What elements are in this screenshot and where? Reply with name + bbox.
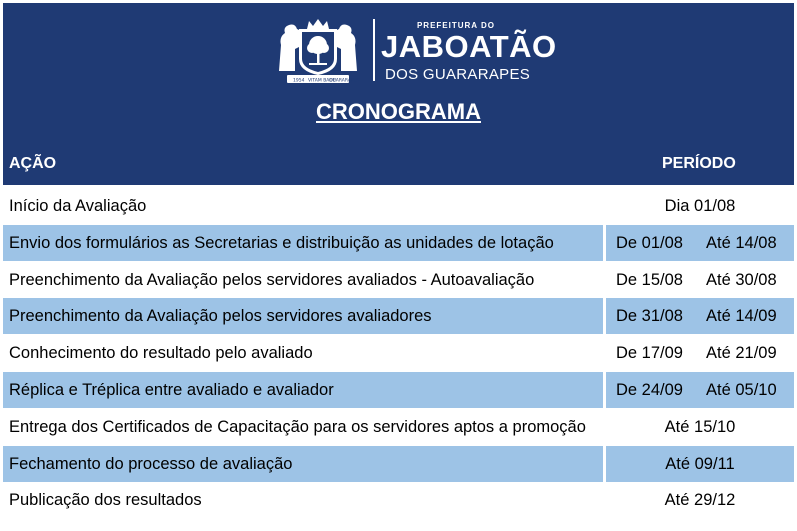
action-cell: Entrega dos Certificados de Capacitação para os servidores aptos a promoção [9,417,586,436]
table-row [3,225,794,261]
table-row [3,262,794,298]
period-date: Até 15/10 [664,417,736,436]
period-cell [606,482,794,518]
action-cell: Preenchimento da Avaliação pelos servidores avaliados - Autoavaliação [9,270,535,289]
page-title: CRONOGRAMA [316,99,481,124]
period-end: Até 14/08 [706,233,777,252]
table-row [3,482,794,518]
period-cell [606,446,794,482]
period-cell [606,262,794,298]
period-cell [606,372,794,408]
header-banner [3,3,794,185]
logo-subtitle: DOS GUARARAPES [385,66,531,83]
logo-divider [373,19,375,81]
period-end: Até 14/09 [706,307,777,326]
action-cell: Fechamento do processo de avaliação [3,446,603,482]
period-date: Até 29/12 [664,491,736,510]
crest-text-left: 1954 [293,78,305,84]
action-cell: Início da Avaliação [9,197,147,215]
period-start: De 01/08 [616,233,683,252]
action-cell: Preenchimento da Avaliação pelos servidores avaliadores [3,298,603,334]
action-cell: Envio dos formulários as Secretarias e distribuição as unidades de lotação [3,225,603,261]
period-end: Até 30/08 [706,270,777,289]
action-cell: Publicação dos resultados [9,491,202,510]
period-end: Até 05/10 [706,381,777,399]
period-cell [606,298,794,334]
prefeitura-logo [273,15,557,87]
action-cell: Conhecimento do resultado pelo avaliado [9,344,313,363]
crest-text-center: VITAM BADE [308,78,336,84]
table-row [3,298,794,334]
period-end: Até 21/09 [706,344,777,363]
table-row [3,409,794,445]
coat-of-arms-icon [273,15,363,85]
period-start: De 17/09 [616,344,683,363]
action-cell: Réplica e Tréplica entre avaliado e avaliador [3,372,603,408]
period-cell [606,335,794,371]
period-start: De 31/08 [616,307,683,326]
period-cell [606,225,794,261]
table-row [3,188,794,224]
logo-prefix: PREFEITURA DO [416,21,496,30]
table-row [3,446,794,482]
period-date: Até 09/11 [665,454,735,473]
period-cell [606,409,794,445]
table-row [3,372,794,408]
logo-city-name: JABOATÃO [381,29,557,64]
period-cell [606,188,794,224]
column-header-action: AÇÃO [9,155,57,172]
period-start: De 24/09 [616,381,683,399]
period-start: De 15/08 [616,270,683,289]
crest-text-right: GUARARAPES [329,78,360,84]
period-date: Dia 01/08 [664,197,736,215]
column-header-period: PERÍODO [662,155,736,172]
table-row [3,335,794,371]
